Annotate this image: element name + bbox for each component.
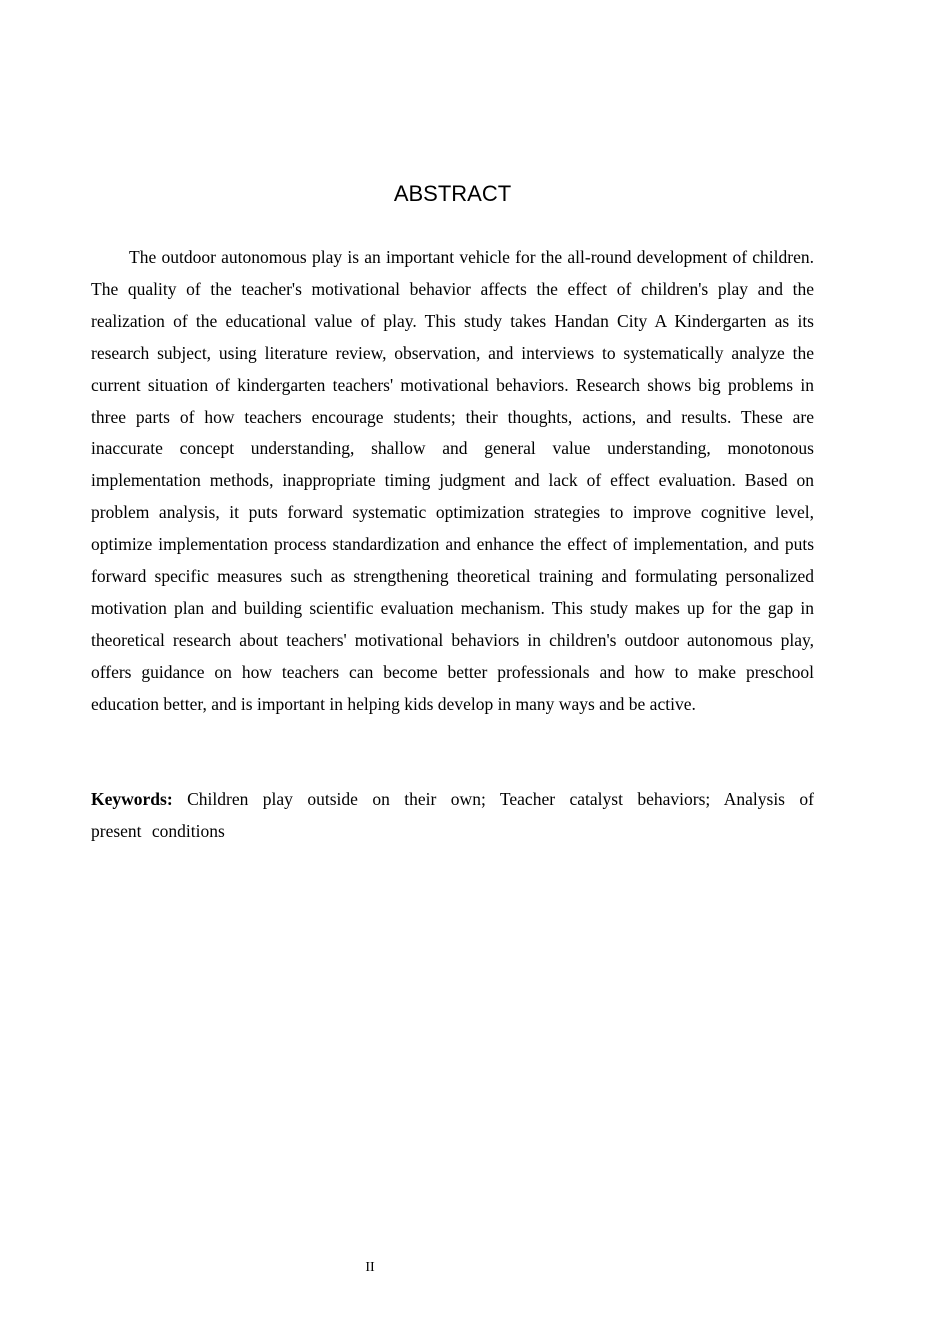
keywords-text: Children play outside on their own; Teacher catalyst behaviors; Analysis of present conditions xyxy=(91,789,815,841)
abstract-title: ABSTRACT xyxy=(393,181,512,206)
keywords-label: Keywords: xyxy=(91,789,173,809)
page-number: II xyxy=(365,1260,375,1275)
keywords-paragraph xyxy=(91,784,814,848)
abstract-body: The outdoor autonomous play is an important vehicle for the all-round development of children. The quality of the teacher's motivational behavior affects the effect of children's play and the realization of the educational value of play. This study takes Handan City A Kindergarten as its research subject, using literature review, observation, and interviews to systematically analyze the current situation of kindergarten teachers' motivational behaviors. Research shows big problems in three parts of how teachers encourage students; their thoughts, actions, and results. These are inaccurate concept understanding, shallow and general value understanding, monotonous implementation methods, inappropriate timing judgment and lack of effect evaluation. Based on problem analysis, it puts forward systematic optimization strategies to improve cognitive level, optimize implementation process standardization and enhance the effect of implementation, and puts forward specific measures such as strengthening theoretical training and formulating personalized motivation plan and building scientific evaluation mechanism. This study makes up for the gap in theoretical research about teachers' motivational behaviors in children's outdoor autonomous play, offers guidance on how teachers can become better professionals and how to make preschool education better, and is important in helping kids develop in many ways and be active. xyxy=(91,247,814,714)
